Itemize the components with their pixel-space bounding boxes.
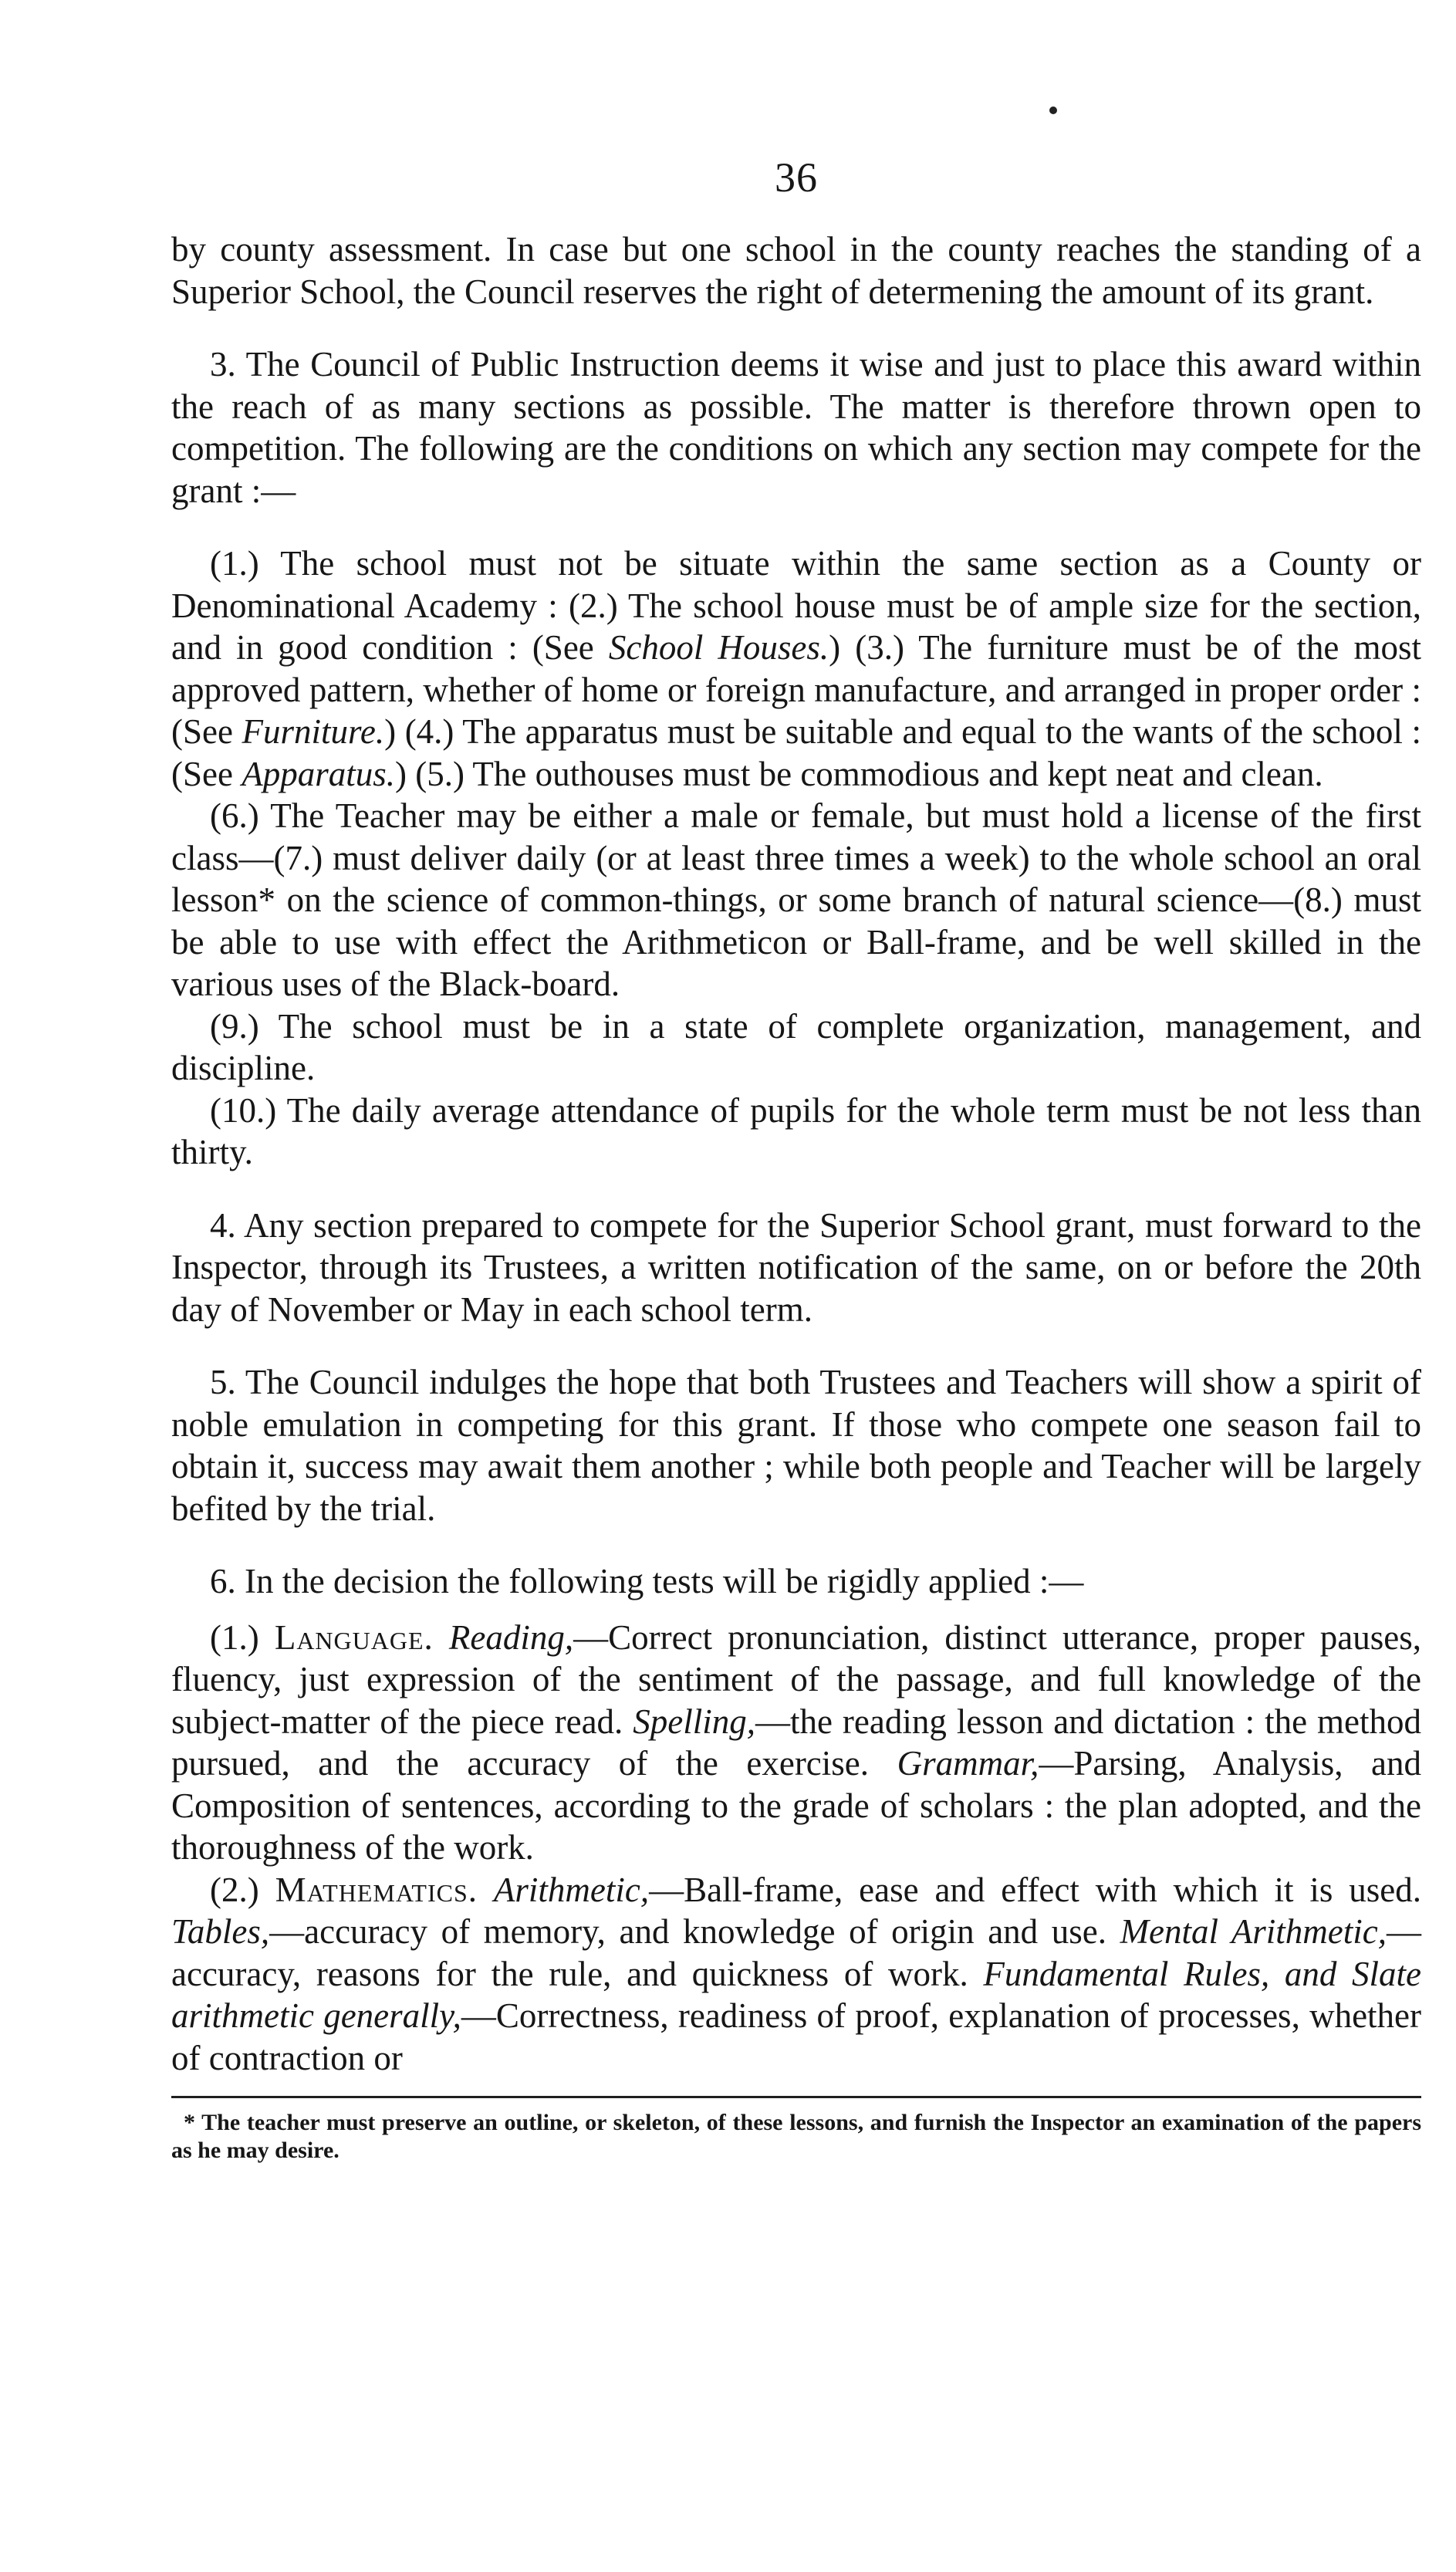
paragraph-5: 5. The Council indulges the hope that both Trustees and Teachers will show a spirit of noble emulation in competing for this grant. If those who compete one season fail to obtain it, success may await them another ; while both people and Teacher will be largely befited by the trial. (171, 1363, 1421, 1528)
fundamental-rules-label: Fundamental Rules, and Slate arithmetic generally, (171, 1954, 1421, 2035)
spelling-text: —the reading lesson and dictation : the method pursued, and the accuracy of the exercise. (171, 1702, 1422, 1783)
ink-speck (1049, 106, 1057, 114)
grammar-label: Grammar, (897, 1744, 1039, 1783)
paragraph-continued: by county assessment. In case but one school in the county reaches the standing of a Superior School, the Council reserves the right of determening the amount of its grant. (171, 230, 1421, 311)
condition-9: (9.) The school must be in a state of complete organization, management, and discipline. (171, 1006, 1421, 1087)
arithmetic-label: Arithmetic, (493, 1870, 650, 1909)
conditions-text-e: ) (4.) The apparatus must be suitable and equal to the wants of the school : (See (171, 712, 1421, 793)
fundamental-rules-text: —Correctness, readiness of proof, explanation of processes, whether of contraction or (171, 1996, 1421, 2077)
condition-10: (10.) The daily average attendance of pupils for the whole term must be not less than thirty. (171, 1090, 1421, 1171)
mental-arithmetic-label: Mental Arithmetic, (1120, 1912, 1387, 1951)
school-houses-ref: School Houses. (608, 628, 829, 667)
condition-6-to-8: (6.) The Teacher may be either a male or female, but must hold a license of the first class—(7.) must deliver daily (or at least three times a week) to the whole school an oral lesson* on the science of common-things, or some branch of natural science—(8.) must be able to use with effect the Arithmeticon or Ball-frame, and be well skilled in the various uses of the Black-board. (171, 796, 1421, 1003)
reading-text: —Correct pronunciation, distinct utterance, proper pauses, fluency, just expression of the sentiment of the passage, and full knowledge of the subject-matter of the piece read. (171, 1617, 1422, 1741)
arithmetic-text: —Ball-frame, ease and effect with which it is used. (649, 1870, 1421, 1909)
language-heading: Language. (274, 1617, 434, 1657)
conditions-text-c: ) (3.) The furniture must be of the most approved pattern, whether of home or foreign manufacture, and arranged in proper order : (See (171, 628, 1421, 751)
test-mathematics (171, 1869, 1421, 2080)
mathematics-heading: Mathematics. (275, 1870, 478, 1909)
paragraph-6: 6. In the decision the following tests will be rigidly applied :— (210, 1562, 1084, 1600)
furniture-ref: Furniture. (242, 712, 385, 751)
page-number: 36 (775, 154, 818, 201)
spelling-label: Spelling, (633, 1702, 755, 1741)
conditions-text-a: (1.) The school must not be situate within the same section as a County or Denominational Academy : (2.) The school house must be of ample size for the section, and in good condition : (See (171, 544, 1421, 667)
conditions-text-g: ) (5.) The outhouses must be commodious and kept neat and clean. (394, 754, 1323, 793)
test-language (171, 1617, 1421, 1869)
grammar-text: —Parsing, Analysis, and Composition of sentences, according to the grade of scholars : the plan adopted, and the thoroughness of the work. (171, 1744, 1421, 1867)
paragraph-3: 3. The Council of Public Instruction deems it wise and just to place this award within the reach of as many sections as possible. The matter is therefore thrown open to competition. The following are the conditions on which any section may compete for the grant :— (171, 345, 1421, 510)
test-1-number: (1.) (210, 1617, 275, 1657)
apparatus-ref: Apparatus. (242, 754, 395, 793)
reading-label: Reading, (448, 1617, 574, 1657)
test-2-number: (2.) (210, 1870, 275, 1909)
mental-arithmetic-text: —accuracy, reasons for the rule, and quickness of work. (171, 1912, 1421, 1993)
footnote-divider (171, 2096, 1421, 2098)
tables-text: —accuracy of memory, and knowledge of origin and use. (269, 1912, 1120, 1951)
document-page (171, 154, 1421, 2188)
footnote: * The teacher must preserve an outline, or skeleton, of these lessons, and furnish the Inspector an examination of the papers as he may desire. (171, 2110, 1421, 2163)
conditions-1-to-5 (171, 542, 1421, 795)
paragraph-4: 4. Any section prepared to compete for the Superior School grant, must forward to the Inspector, through its Trustees, a written notification of the same, on or before the 20th day of November or May in each school term. (171, 1205, 1421, 1329)
tables-label: Tables, (171, 1912, 270, 1951)
